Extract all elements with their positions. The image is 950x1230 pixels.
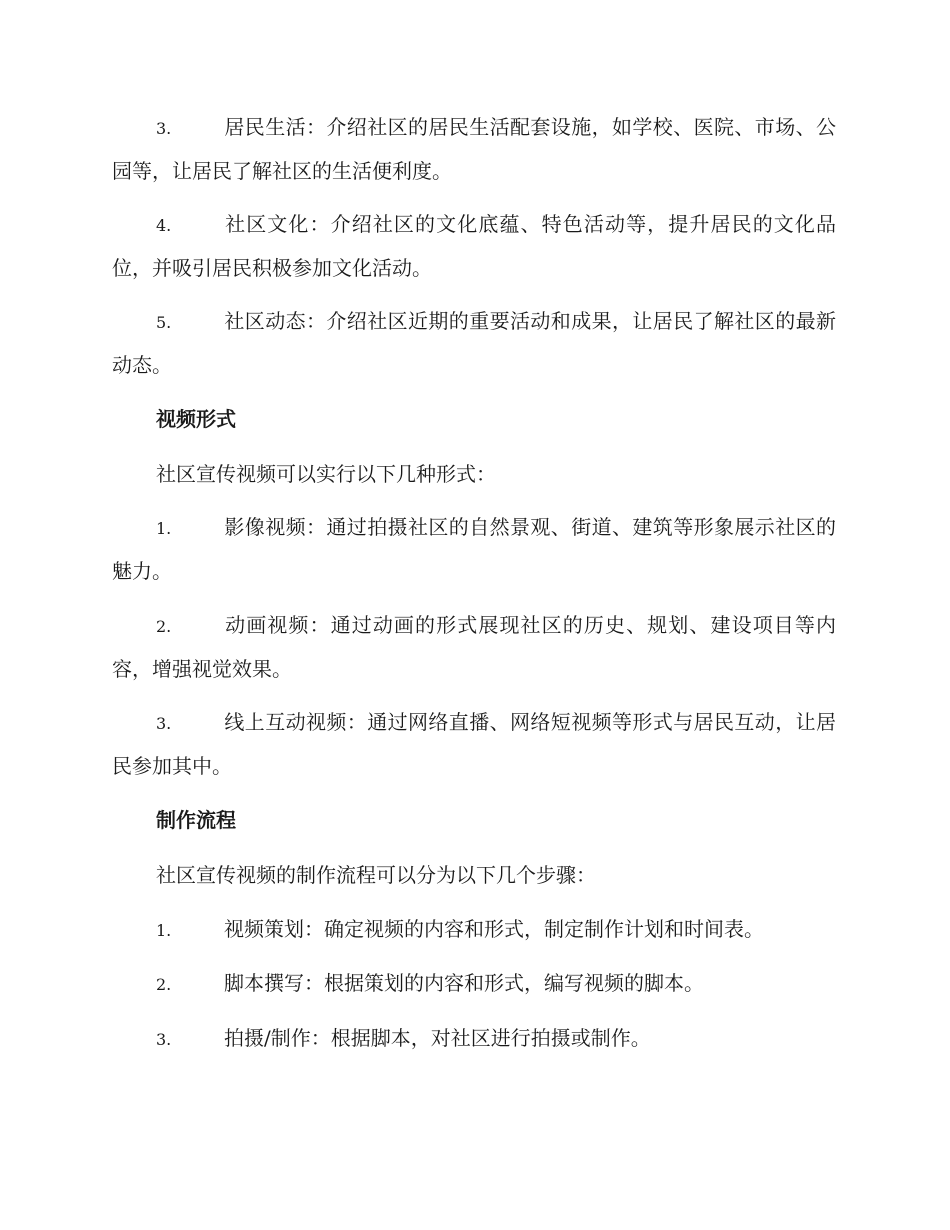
list-text: 社区动态：介绍社区近期的重要活动和成果，让居民了解社区的最新动态。	[112, 309, 836, 377]
list-number: 2.	[156, 617, 172, 636]
list-item	[112, 1017, 836, 1061]
list-text: 拍摄/制作：根据脚本，对社区进行拍摄或制作。	[224, 1026, 651, 1050]
list-number: 1.	[156, 519, 172, 538]
list-number: 3.	[156, 119, 172, 138]
list-item	[112, 962, 836, 1006]
list-number: 2.	[156, 975, 172, 994]
list-number: 3.	[156, 714, 172, 733]
list-item	[112, 604, 836, 691]
list-text: 动画视频：通过动画的形式展现社区的历史、规划、建设项目等内容，增强视觉效果。	[112, 613, 836, 681]
list-item	[112, 506, 836, 593]
list-text: 脚本撰写：根据策划的内容和形式，编写视频的脚本。	[224, 971, 704, 995]
list-number: 3.	[156, 1030, 172, 1049]
list-item	[112, 106, 836, 193]
list-item	[112, 701, 836, 788]
list-text: 视频策划：确定视频的内容和形式，制定制作计划和时间表。	[224, 917, 764, 941]
list-number: 4.	[156, 216, 172, 235]
list-text: 社区文化：介绍社区的文化底蕴、特色活动等，提升居民的文化品位，并吸引居民积极参加文化活动。	[112, 212, 836, 280]
section-intro: 社区宣传视频的制作流程可以分为以下几个步骤：	[156, 863, 596, 887]
section-intro: 社区宣传视频可以实行以下几种形式：	[156, 462, 496, 486]
list-text: 线上互动视频：通过网络直播、网络短视频等形式与居民互动，让居民参加其中。	[112, 710, 836, 778]
list-item	[112, 300, 836, 387]
section-heading: 视频形式	[156, 407, 236, 431]
list-item	[112, 908, 836, 952]
list-number: 5.	[156, 313, 172, 332]
list-item	[112, 203, 836, 290]
section-heading: 制作流程	[156, 808, 236, 832]
list-text: 居民生活：介绍社区的居民生活配套设施，如学校、医院、市场、公园等，让居民了解社区的生活便利度。	[112, 115, 836, 183]
list-number: 1.	[156, 921, 172, 940]
list-text: 影像视频：通过拍摄社区的自然景观、街道、建筑等形象展示社区的魅力。	[112, 515, 836, 583]
